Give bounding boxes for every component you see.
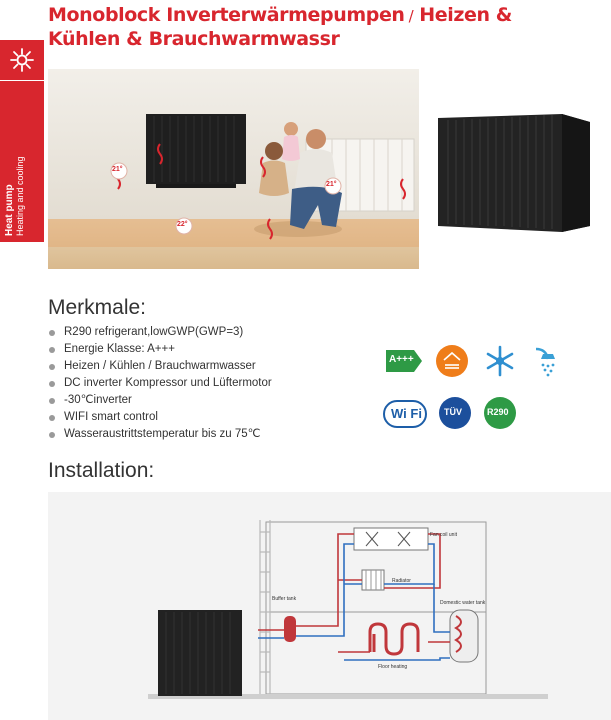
sidebar-label-sub: Heating and cooling bbox=[15, 156, 25, 236]
snowflake-icon bbox=[484, 345, 516, 377]
heat-pump-product-image bbox=[432, 108, 594, 233]
list-item: Wasseraustrittstemperatur bis zu 75℃ bbox=[48, 426, 272, 443]
installation-diagram bbox=[48, 492, 611, 720]
temp-label-2: 21° bbox=[326, 181, 337, 188]
sidebar-label bbox=[4, 46, 26, 236]
features-heading: Merkmale: bbox=[48, 296, 147, 319]
list-item: R290 refrigerant,lowGWP(GWP=3) bbox=[48, 324, 272, 341]
sidebar-label-bold: Heat pump bbox=[4, 184, 15, 236]
installation-heading: Installation: bbox=[48, 459, 155, 482]
tuv-icon bbox=[439, 397, 471, 429]
heating-icon bbox=[436, 345, 468, 377]
shower-icon bbox=[530, 345, 562, 377]
list-item: DC inverter Kompressor und Lüftermotor bbox=[48, 375, 272, 392]
temp-label-1: 21° bbox=[112, 166, 123, 173]
fan-coil-label: Fan coil unit bbox=[430, 532, 457, 538]
list-item: WIFI smart control bbox=[48, 409, 272, 426]
r290-label: R290 bbox=[487, 407, 509, 417]
features-list bbox=[48, 324, 272, 443]
wifi-icon bbox=[383, 400, 427, 428]
title-separator: / bbox=[408, 7, 414, 25]
title-part2: Heizen & bbox=[419, 4, 512, 26]
temp-label-3: 22° bbox=[177, 221, 188, 228]
list-item: Energie Klasse: A+++ bbox=[48, 341, 272, 358]
wifi-label: Wi Fi bbox=[391, 406, 422, 421]
domestic-water-tank-label: Domestic water tank bbox=[440, 600, 486, 606]
category-sidebar bbox=[0, 40, 44, 242]
floor-heating-label: Floor heating bbox=[378, 664, 408, 670]
tuv-label: TÜV bbox=[444, 407, 462, 417]
page-title-line2: Kühlen & Brauchwarmwassr bbox=[48, 28, 340, 50]
buffer-tank-label: Buffer tank bbox=[272, 596, 297, 602]
energy-class-icon bbox=[386, 350, 422, 372]
list-item: Heizen / Kühlen / Brauchwarmwasser bbox=[48, 358, 272, 375]
r290-icon bbox=[484, 397, 516, 429]
title-part1: Monoblock Inverterwärmepumpen bbox=[48, 4, 405, 26]
energy-class-label: A+++ bbox=[389, 354, 414, 365]
radiator-label: Radiator bbox=[392, 578, 411, 584]
hero-image bbox=[48, 69, 419, 269]
list-item: -30℃inverter bbox=[48, 392, 272, 409]
page-title-line1 bbox=[48, 4, 512, 26]
